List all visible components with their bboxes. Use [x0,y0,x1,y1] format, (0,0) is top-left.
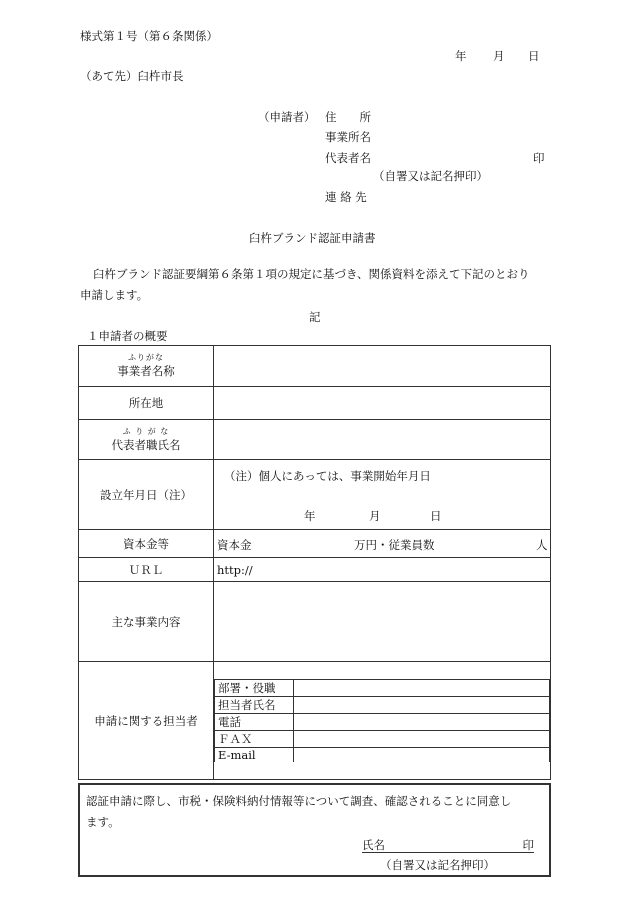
consent-text-2: ます。 [86,815,120,829]
body-line-2: 申請します。 [80,288,149,302]
form-number: 様式第１号（第６条関係） [80,29,218,43]
rep-title-name-field[interactable] [214,420,551,460]
section-heading: １申請者の概要 [87,329,168,343]
consent-text-1: 認証申請に際し、市税・保険料納付情報等について調査、確認されることに同意し [86,794,512,808]
fax-field[interactable] [294,731,550,748]
date-month: 月 [493,49,505,63]
established-month: 月 [369,509,381,523]
date-year: 年 [455,49,467,63]
applicant-seal: 印 [533,151,545,165]
date-day: 日 [528,49,540,63]
rep-title-name-label: ふ り が な 代表者職氏名 [79,420,214,460]
business-content-label: 主な事業内容 [79,582,214,662]
rep-ruby: ふ り が な [122,426,170,436]
phone-label: 電話 [215,714,294,731]
dept-field[interactable] [294,680,550,697]
business-name-ruby: ふりがな [128,353,164,362]
established-note: （注）個人にあっては、事業開始年月日 [224,469,431,483]
capital-label: 資本金等 [79,530,214,558]
person-name-label: 担当者氏名 [215,697,294,714]
phone-field[interactable] [294,714,550,731]
contact-person-subtable [214,679,550,762]
email-label: E-mail [215,748,294,763]
body-line-1: 臼杵ブランド認証要綱第６条第１項の規定に基づき、関係資料を添えて下記のとおり [93,267,530,281]
dept-label: 部署・役職 [215,680,294,697]
location-label: 所在地 [79,387,214,420]
business-name-label: ふりがな 事業者名称 [79,346,214,387]
person-name-field[interactable] [294,697,550,714]
business-name-field[interactable] [214,346,551,387]
applicant-address-label: 住 所 [325,110,371,124]
contact-person-label: 申請に関する担当者 [79,662,214,780]
ki-heading: 記 [309,310,321,324]
consent-box [78,783,551,877]
addressee: （あて先）臼杵市長 [80,69,184,83]
url-label: ＵＲＬ [79,558,214,582]
document-title: 臼杵ブランド認証申請書 [249,231,376,245]
url-field[interactable]: http:// [214,558,551,582]
email-field[interactable] [294,748,550,763]
fax-label: ＦＡＸ [215,731,294,748]
consent-seal: 印 [522,838,534,852]
applicant-label: （申請者） [258,110,316,124]
consent-signature-line[interactable] [362,837,534,853]
applicant-rep-label: 代表者名 [325,151,371,165]
established-year: 年 [304,509,316,523]
capital-unit: 万円・従業員数 [354,538,435,552]
applicant-contact-label: 連 絡 先 [325,190,367,204]
applicant-overview-table [78,345,551,780]
applicant-sign-note: （自署又は記名押印） [373,169,488,183]
location-field[interactable] [214,387,551,420]
established-day: 日 [430,509,442,523]
business-content-field[interactable] [214,582,551,662]
applicant-office-label: 事業所名 [325,130,371,144]
capital-sublabel: 資本金 [217,538,252,552]
consent-sign-note: （自署又は記名押印） [380,858,495,872]
contact-person-cell [214,662,551,780]
established-label: 設立年月日（注） [79,460,214,530]
established-field[interactable] [214,460,551,530]
consent-name-label: 氏名 [362,838,385,852]
employee-unit: 人 [536,538,548,552]
capital-field[interactable] [214,530,551,558]
